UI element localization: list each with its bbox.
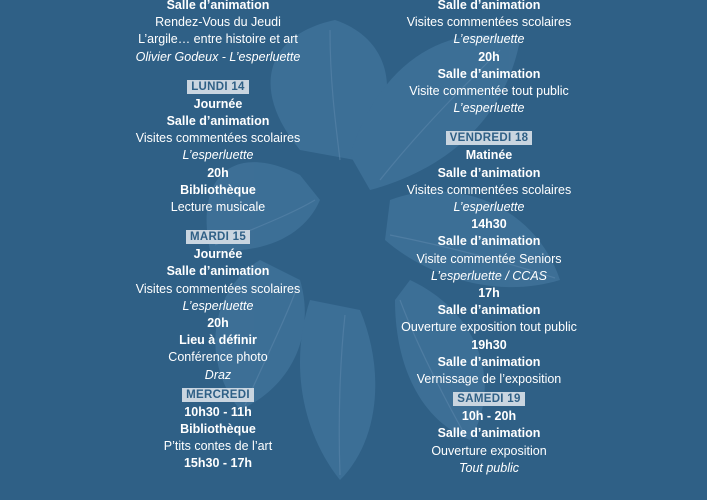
event-organizer: Draz [204,367,232,382]
day-badge-samedi: SAMEDI 19 [453,392,524,406]
event-title: Visite commentée tout public [409,84,569,99]
event-title: P’tits contes de l’art [163,439,273,454]
event-place: Salle d’animation [437,165,541,180]
event-time: 10h - 20h [461,409,517,424]
event-organizer: L’esperluette [453,32,525,47]
event-time: 20h [207,316,229,331]
event-place: Salle d’animation [437,426,541,441]
event-title: Rendez-Vous du Jeudi [155,15,281,30]
event-title: Lecture musicale [170,200,266,215]
event-title: Visites commentées scolaires [406,182,572,197]
event-place: Bibliothèque [180,422,256,437]
event-time: Journée [193,96,243,111]
program-column-left [68,0,368,473]
event-title: Visites commentées scolaires [135,281,301,296]
event-time: 19h30 [471,337,507,352]
event-organizer: L’esperluette [182,298,254,313]
event-time: 15h30 - 17h [183,456,253,471]
event-place: Lieu à définir [179,333,257,348]
event-title: Visites commentées scolaires [406,15,572,30]
event-title: Visites commentées scolaires [135,131,301,146]
day-badge-vendredi: VENDREDI 18 [446,131,533,145]
event-place: Salle d’animation [437,303,541,318]
day-badge-mardi: MARDI 15 [186,230,250,244]
event-place: Salle d’animation [437,354,541,369]
event-organizer: Olivier Godeux - L’esperluette [135,49,301,64]
event-organizer: L’esperluette [453,101,525,116]
event-place: Salle d’animation [437,0,541,12]
event-time: 20h [478,49,500,64]
event-title: Ouverture exposition tout public [401,320,577,335]
event-organizer: L’esperluette / CCAS [430,268,548,283]
event-time: Journée [193,247,243,262]
event-time: 14h30 [471,217,507,232]
event-place: Bibliothèque [180,182,256,197]
program-column-right [339,0,639,477]
event-place: Salle d’animation [166,0,270,12]
event-time: 10h30 - 11h [184,404,252,419]
event-place: Salle d’animation [166,264,270,279]
event-time: 20h [207,165,229,180]
event-place: Salle d’animation [437,66,541,81]
event-organizer: L’esperluette [182,148,254,163]
event-organizer: L’esperluette [453,200,525,215]
event-place: Salle d’animation [166,114,270,129]
event-title: Visite commentée Seniors [416,251,562,266]
event-title: Conférence photo [168,350,268,365]
day-badge-mercredi: MERCREDI [182,388,254,402]
event-place: Salle d’animation [437,234,541,249]
event-title: Vernissage de l’exposition [416,372,562,387]
event-title: Ouverture exposition [431,443,547,458]
event-detail: L’argile… entre histoire et art [138,32,298,47]
day-badge-lundi: LUNDI 14 [187,80,249,94]
event-time: 17h [478,286,500,301]
event-time: Matinée [465,148,513,163]
event-organizer: Tout public [459,460,519,475]
